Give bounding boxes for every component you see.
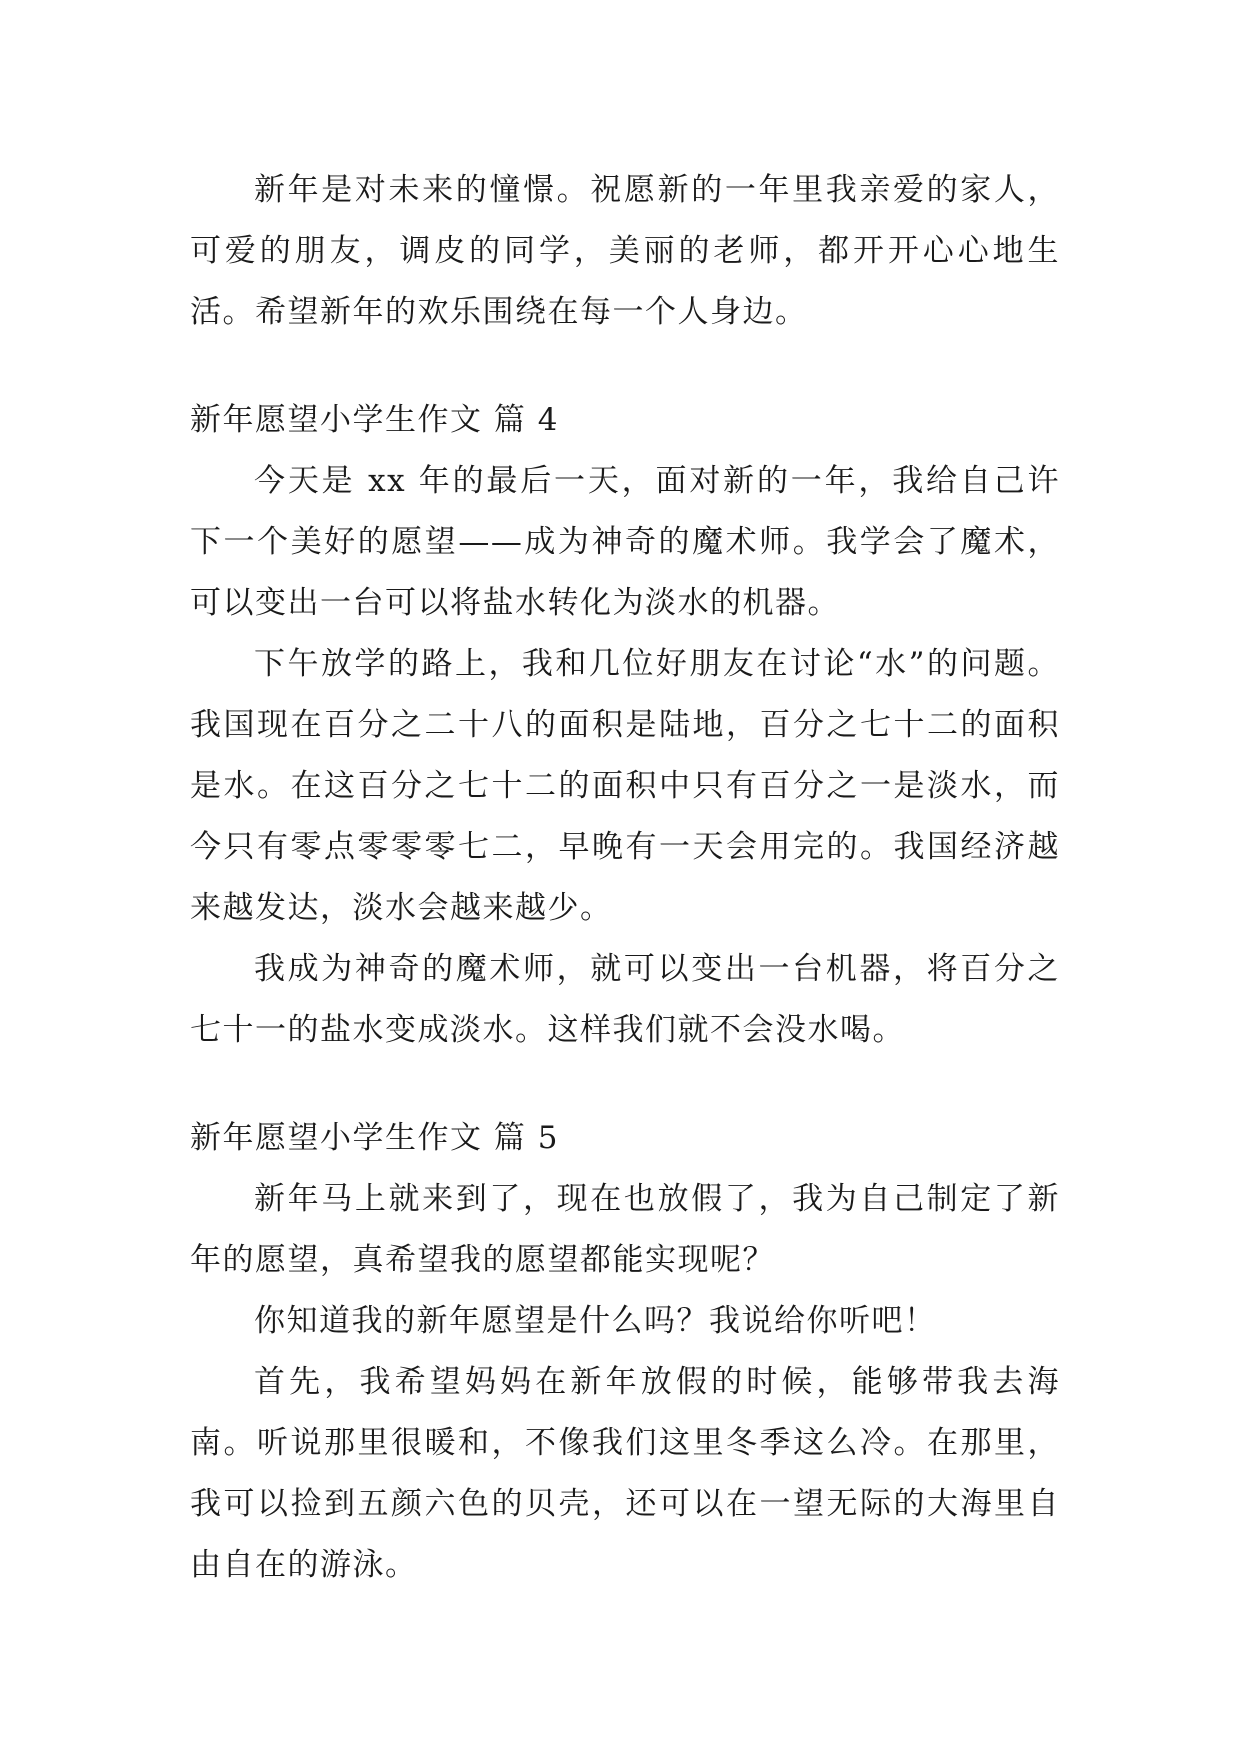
paragraph: 首先，我希望妈妈在新年放假的时候，能够带我去海南。听说那里很暖和，不像我们这里冬季这么冷。在那里，我可以捡到五颜六色的贝壳，还可以在一望无际的大海里自由自在的游泳。 (190, 1364, 1060, 1583)
section-heading-4: 新年愿望小学生作文 篇 4 (190, 402, 559, 438)
document-body (190, 160, 1060, 1596)
paragraph: 下午放学的路上，我和几位好朋友在讨论“水”的问题。我国现在百分之二十八的面积是陆地，百分之七十二的面积是水。在这百分之七十二的面积中只有百分之一是淡水，而今只有零点零零零七二，早晚有一天会用完的。我国经济越来越发达，淡水会越来越少。 (190, 646, 1060, 926)
section-heading-5: 新年愿望小学生作文 篇 5 (190, 1120, 559, 1156)
paragraph: 今天是 xx 年的最后一天，面对新的一年，我给自己许下一个美好的愿望——成为神奇的魔术师。我学会了魔术，可以变出一台可以将盐水转化为淡水的机器。 (190, 463, 1060, 621)
paragraph: 新年是对未来的憧憬。祝愿新的一年里我亲爱的家人，可爱的朋友，调皮的同学，美丽的老师，都开开心心地生活。希望新年的欢乐围绕在每一个人身边。 (190, 172, 1060, 330)
paragraph: 新年马上就来到了，现在也放假了，我为自己制定了新年的愿望，真希望我的愿望都能实现呢？ (190, 1181, 1060, 1278)
paragraph: 我成为神奇的魔术师，就可以变出一台机器，将百分之七十一的盐水变成淡水。这样我们就不会没水喝。 (190, 951, 1060, 1048)
paragraph: 你知道我的新年愿望是什么吗？我说给你听吧！ (254, 1303, 937, 1339)
